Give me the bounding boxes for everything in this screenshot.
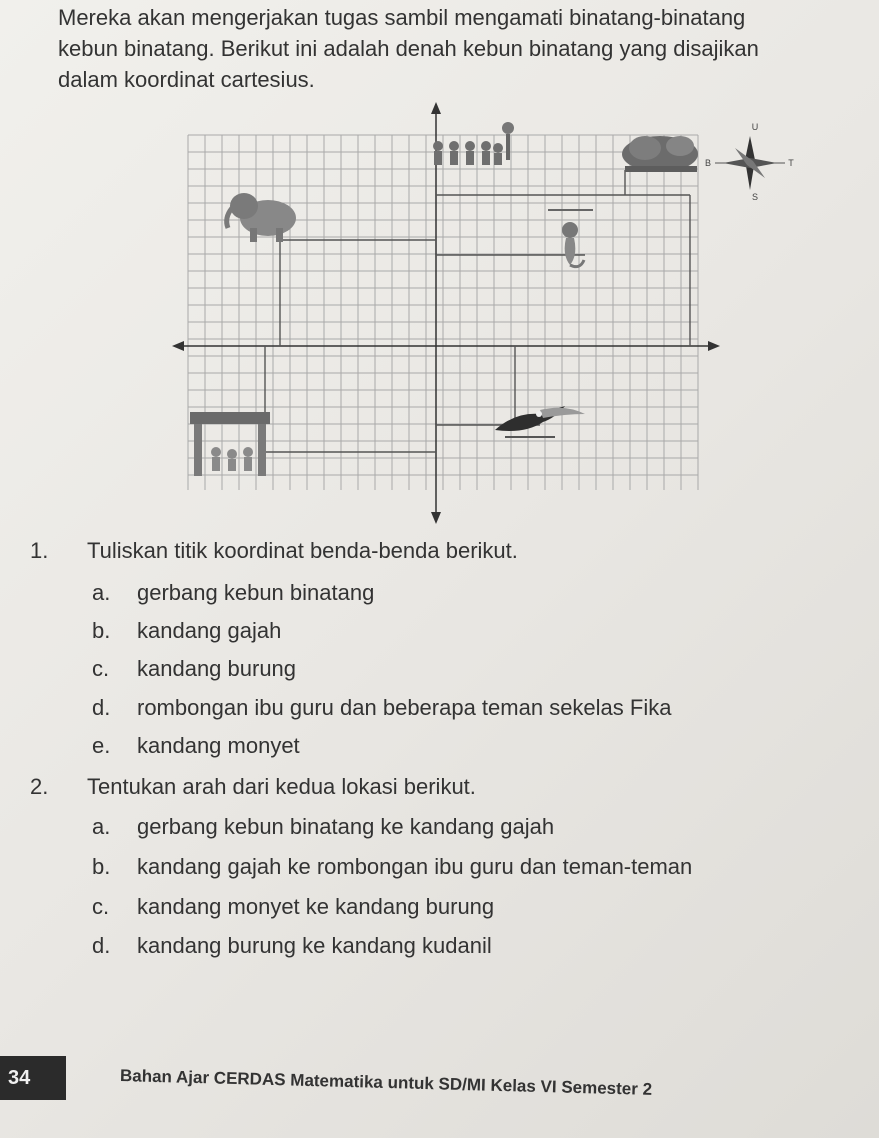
people-group-icon — [433, 122, 514, 165]
question-2c-text: kandang monyet ke kandang burung — [137, 894, 495, 919]
x-axis-arrow-right — [708, 341, 720, 351]
question-2c-label: c. — [92, 894, 110, 919]
question-2b-label: b. — [92, 854, 111, 879]
question-1e-label: e. — [92, 733, 111, 758]
question-2a-label: a. — [92, 814, 111, 839]
question-1-text: Tuliskan titik koordinat benda-benda berikut. — [87, 538, 518, 563]
question-1e-text: kandang monyet — [137, 733, 300, 758]
question-1d-label: d. — [92, 695, 111, 720]
compass-west-label: B — [705, 158, 712, 168]
question-2d-label: d. — [92, 933, 111, 958]
compass-star-icon — [715, 136, 785, 190]
monkey-icon — [548, 210, 593, 267]
question-1d-text: rombongan ibu guru dan beberapa teman sekelas Fika — [137, 695, 672, 720]
intro-line-2: kebun binatang. Berikut ini adalah denah kebun binatang yang disajikan — [58, 36, 759, 61]
elephant-icon — [227, 193, 296, 242]
question-1a-text: gerbang kebun binatang — [137, 580, 375, 605]
page-footer — [0, 1056, 879, 1138]
question-2-number: 2. — [30, 774, 49, 799]
question-2b-text: kandang gajah ke rombongan ibu guru dan teman-teman — [137, 854, 693, 879]
zoo-cartesian-map — [170, 100, 730, 530]
compass-north-label: U — [751, 122, 759, 132]
question-2d-text: kandang burung ke kandang kudanil — [137, 933, 492, 958]
compass-rose — [705, 118, 805, 218]
toucan-icon — [495, 406, 585, 437]
zoo-gate-icon — [190, 412, 270, 476]
book-title: Bahan Ajar CERDAS Matematika untuk SD/MI Kelas VI Semester 2 — [119, 1066, 653, 1099]
y-axis-arrow-up — [431, 102, 441, 114]
intro-line-3: dalam koordinat cartesius. — [58, 67, 315, 92]
question-2a-text: gerbang kebun binatang ke kandang gajah — [137, 814, 555, 839]
question-1c-text: kandang burung — [137, 656, 297, 681]
question-2-text: Tentukan arah dari kedua lokasi berikut. — [87, 774, 476, 799]
compass-east-label: T — [788, 158, 794, 168]
bird-cage-icon — [622, 136, 698, 172]
question-1b-text: kandang gajah — [137, 618, 282, 643]
y-axis-arrow-down — [431, 512, 441, 524]
question-1b-label: b. — [92, 618, 111, 643]
question-1a-label: a. — [92, 580, 111, 605]
page-number: 34 — [0, 1056, 66, 1100]
compass-south-label: S — [751, 192, 759, 202]
question-1-number: 1. — [30, 538, 49, 563]
intro-line-1: Mereka akan mengerjakan tugas sambil mengamati binatang-binatang — [58, 5, 746, 30]
x-axis-arrow-left — [172, 341, 184, 351]
intro-paragraph — [58, 2, 878, 95]
question-1c-label: c. — [92, 656, 110, 681]
